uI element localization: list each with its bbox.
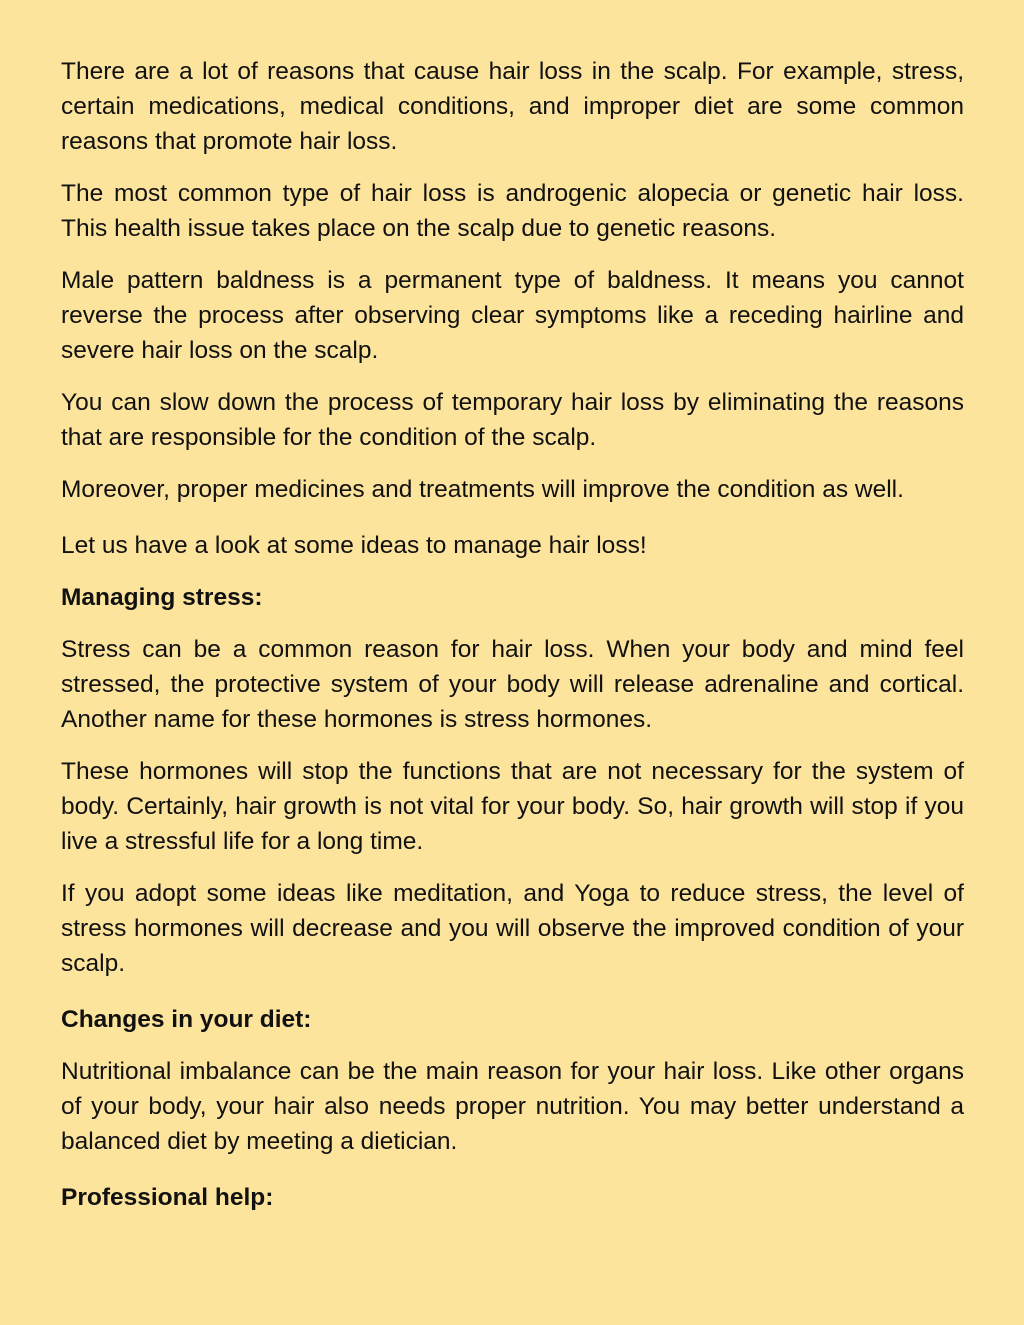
section-heading-diet: Changes in your diet: [61, 1006, 312, 1033]
section-heading-managing-stress: Managing stress: [61, 584, 263, 611]
diet-paragraph-1: Nutritional imbalance can be the main reason for your hair loss. Like other organs of your body, your hair also needs proper nutrition. You may better understand a balanced diet by meeting a dietician. [61, 1058, 964, 1155]
intro-paragraph-4: You can slow down the process of temporary hair loss by eliminating the reasons that are responsible for the condition of the scalp. [61, 389, 964, 451]
stress-paragraph-1: Stress can be a common reason for hair loss. When your body and mind feel stressed, the protective system of your body will release adrenaline and cortical. Another name for these hormones is stress hormones. [61, 636, 964, 733]
stress-paragraph-2: These hormones will stop the functions that are not necessary for the system of body. Certainly, hair growth is not vital for your body. So, hair growth will stop if you live a stressful life for a long time. [61, 758, 964, 855]
intro-paragraph-5: Moreover, proper medicines and treatments will improve the condition as well. [61, 476, 904, 503]
stress-paragraph-3: If you adopt some ideas like meditation, and Yoga to reduce stress, the level of stress hormones will decrease and you will observe the improved condition of your scalp. [61, 880, 964, 977]
section-heading-professional-help: Professional help: [61, 1184, 274, 1211]
intro-paragraph-2: The most common type of hair loss is androgenic alopecia or genetic hair loss. This health issue takes place on the scalp due to genetic reasons. [61, 180, 964, 242]
intro-paragraph-3: Male pattern baldness is a permanent type of baldness. It means you cannot reverse the process after observing clear symptoms like a receding hairline and severe hair loss on the scalp. [61, 267, 964, 364]
intro-paragraph-6: Let us have a look at some ideas to manage hair loss! [61, 532, 647, 559]
intro-paragraph-1: There are a lot of reasons that cause hair loss in the scalp. For example, stress, certain medications, medical conditions, and improper diet are some common reasons that promote hair loss. [61, 58, 964, 155]
